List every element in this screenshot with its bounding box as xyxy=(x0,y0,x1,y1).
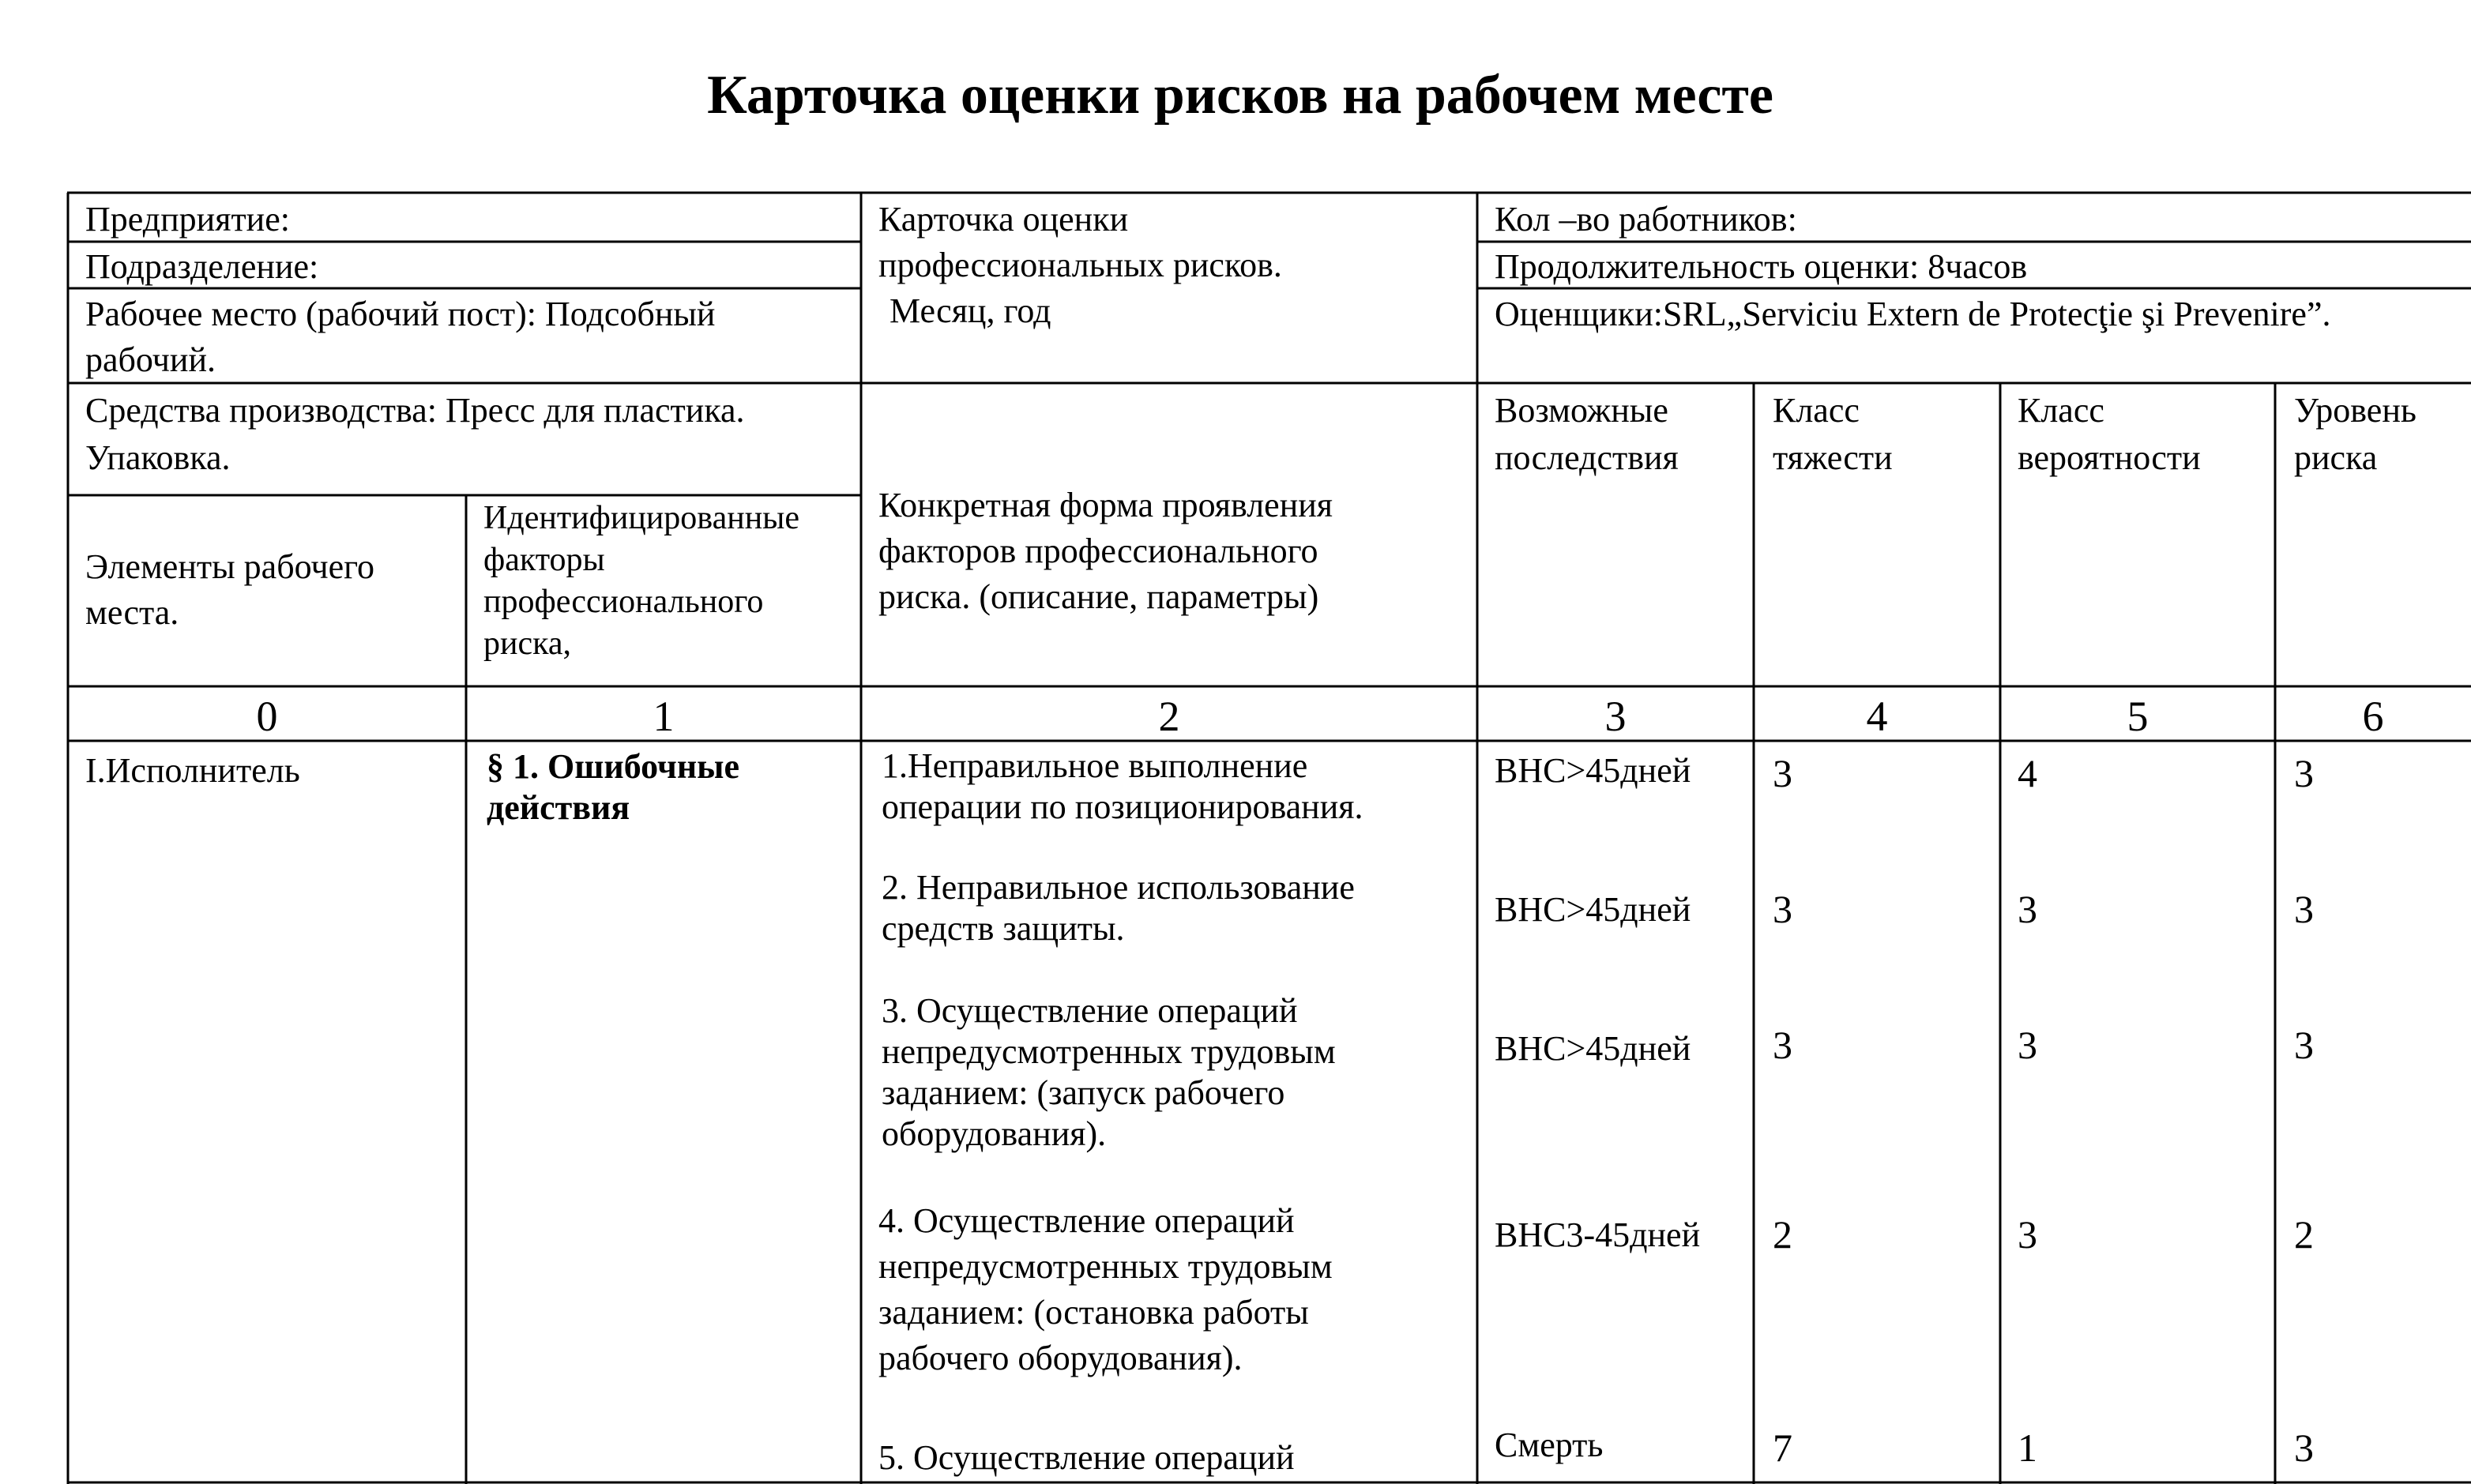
column-number: 3 xyxy=(1604,693,1627,740)
row2-severity: 3 xyxy=(1773,887,1792,931)
factors-header-line3: профессионального xyxy=(483,584,764,620)
form-header-line2: факторов профессионального xyxy=(878,532,1318,570)
risk-header-line1: Уровень xyxy=(2294,391,2416,430)
row5-probability: 1 xyxy=(2018,1426,2037,1470)
factors-header-line2: факторы xyxy=(483,542,605,578)
row3-description-line2: непредусмотренных трудовым xyxy=(882,1032,1336,1071)
row4-consequence: ВНС3-45дней xyxy=(1495,1215,1701,1254)
row3-risk: 3 xyxy=(2294,1023,2314,1067)
probability-header-line1: Класс xyxy=(2018,391,2104,430)
row1-risk: 3 xyxy=(2294,751,2314,795)
row1-probability: 4 xyxy=(2018,751,2037,795)
assessors-label: Оценщики:SRL„Serviciu Extern de Protecţie şi Prevenire”. xyxy=(1495,295,2331,333)
row4-description-line2: непредусмотренных трудовым xyxy=(878,1247,1333,1286)
row3-consequence: ВНС>45дней xyxy=(1495,1029,1691,1068)
row1-severity: 3 xyxy=(1773,751,1792,795)
consequences-header-line2: последствия xyxy=(1495,438,1679,477)
row4-description-line3: заданием: (остановка работы xyxy=(878,1293,1309,1332)
workplace-label-line1: Рабочее место (рабочий пост): Подсобный xyxy=(85,295,716,333)
means-label-line1: Средства производства: Пресс для пластика. xyxy=(85,391,745,430)
elements-header-line2: места. xyxy=(85,593,179,632)
row1-consequence: ВНС>45дней xyxy=(1495,751,1691,790)
row3-probability: 3 xyxy=(2018,1023,2037,1067)
column-number: 6 xyxy=(2362,693,2384,740)
duration-label: Продолжительность оценки: 8часов xyxy=(1495,247,2028,286)
factor-cell-line2: действия xyxy=(487,788,630,827)
row2-description-line1: 2. Неправильное использование xyxy=(882,868,1355,907)
form-header-line1: Конкретная форма проявления xyxy=(878,486,1333,524)
card-label-line3: Месяц, год xyxy=(889,291,1051,330)
severity-header-line1: Класс xyxy=(1773,391,1860,430)
factor-cell-line1: § 1. Ошибочные xyxy=(487,747,740,786)
probability-header-line2: вероятности xyxy=(2018,438,2201,477)
form-header-line3: риска. (описание, параметры) xyxy=(878,577,1319,616)
row1-description-line1: 1.Неправильное выполнение xyxy=(882,746,1308,785)
consequences-header-line1: Возможные xyxy=(1495,391,1668,430)
enterprise-label: Предприятие: xyxy=(85,200,290,239)
row5-description-line1: 5. Осуществление операций xyxy=(878,1438,1295,1477)
column-number: 5 xyxy=(2127,693,2149,740)
row2-probability: 3 xyxy=(2018,887,2037,931)
row2-description-line2: средств защиты. xyxy=(882,909,1125,948)
row4-description-line1: 4. Осуществление операций xyxy=(878,1201,1295,1240)
page-title: Карточка оценки рисков на рабочем месте xyxy=(707,65,1773,126)
elements-header-line1: Элементы рабочего xyxy=(85,547,375,586)
division-label: Подразделение: xyxy=(85,247,319,286)
row5-risk: 3 xyxy=(2294,1426,2314,1470)
row3-description-line3: заданием: (запуск рабочего xyxy=(882,1073,1285,1112)
card-label-line2: профессиональных рисков. xyxy=(878,246,1282,284)
factors-header-line1: Идентифицированные xyxy=(483,500,800,536)
risk-header-line2: риска xyxy=(2294,438,2378,477)
column-number: 4 xyxy=(1866,693,1888,740)
factors-header-line4: риска, xyxy=(483,626,572,662)
row4-description-line4: рабочего оборудования). xyxy=(878,1339,1243,1377)
row4-severity: 2 xyxy=(1773,1212,1792,1257)
row5-severity: 7 xyxy=(1773,1426,1792,1470)
means-label-line2: Упаковка. xyxy=(85,438,231,477)
workers-label: Кол –во работников: xyxy=(1495,200,1797,239)
element-cell: I.Исполнитель xyxy=(85,751,300,790)
row4-risk: 2 xyxy=(2294,1212,2314,1257)
row1-description-line2: операции по позиционирования. xyxy=(882,787,1363,826)
workplace-label-line2: рабочий. xyxy=(85,340,216,379)
row2-consequence: ВНС>45дней xyxy=(1495,890,1691,929)
row5-consequence: Смерть xyxy=(1495,1426,1604,1464)
card-label-line1: Карточка оценки xyxy=(878,200,1129,239)
row3-description-line4: оборудования). xyxy=(882,1114,1107,1153)
row2-risk: 3 xyxy=(2294,887,2314,931)
severity-header-line2: тяжести xyxy=(1773,438,1893,477)
column-number: 0 xyxy=(256,693,278,740)
row3-description-line1: 3. Осуществление операций xyxy=(882,991,1298,1030)
row3-severity: 3 xyxy=(1773,1023,1792,1067)
column-number: 1 xyxy=(653,693,675,740)
row4-probability: 3 xyxy=(2018,1212,2037,1257)
column-number: 2 xyxy=(1158,693,1180,740)
